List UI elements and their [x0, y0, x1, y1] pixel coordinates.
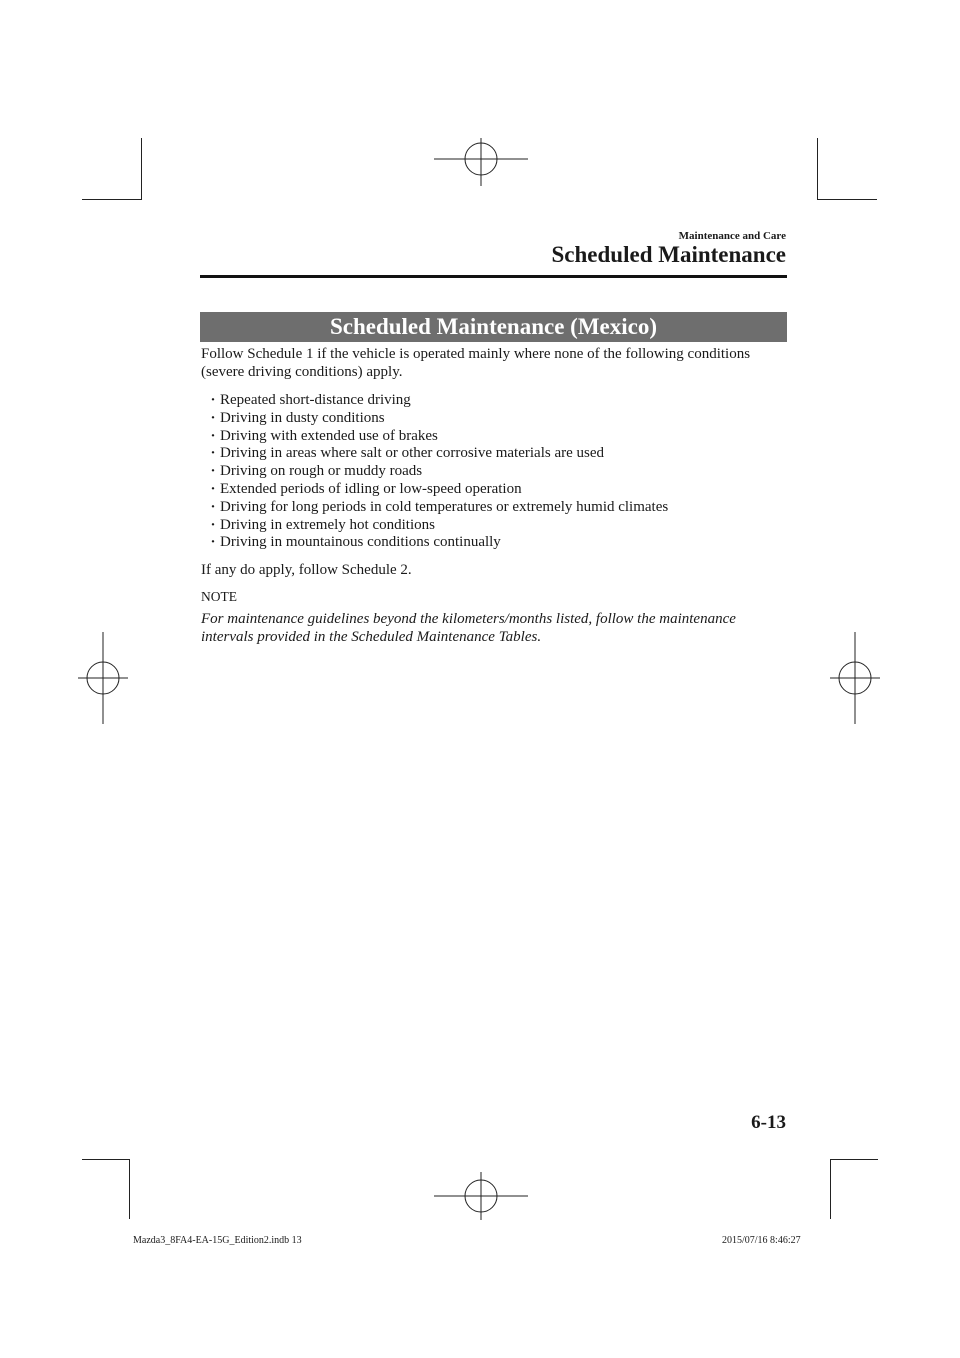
running-header-section: Maintenance and Care [678, 230, 786, 242]
list-item-text: Driving in mountainous conditions continually [220, 534, 501, 551]
registration-mark-bottom-icon [434, 1172, 528, 1220]
list-item [209, 410, 791, 428]
bullet-icon: · [210, 498, 216, 515]
list-item-text: Driving in extremely hot conditions [220, 516, 435, 533]
conditions-list [201, 392, 791, 552]
list-item-text: Driving in dusty conditions [220, 409, 385, 426]
bullet-icon: · [210, 409, 216, 426]
registration-mark-top-icon [434, 138, 528, 186]
section-banner: Scheduled Maintenance (Mexico) [200, 312, 787, 342]
crop-mark-bottom-left-vertical [129, 1159, 130, 1219]
list-item [209, 445, 791, 463]
list-item-text: Driving for long periods in cold temperatures or extremely humid climates [220, 498, 669, 515]
bullet-icon: · [210, 392, 216, 408]
list-item [209, 428, 791, 446]
list-item [209, 463, 791, 481]
header-rule [200, 275, 787, 278]
crop-mark-top-right-vertical [817, 138, 818, 200]
registration-mark-left-icon [78, 632, 128, 724]
bullet-icon: · [210, 463, 216, 480]
intro-paragraph: Follow Schedule 1 if the vehicle is operated mainly where none of the following conditions (severe driving conditions) apply. [201, 346, 751, 380]
print-slug-date: 2015/07/16 8:46:27 [722, 1235, 801, 1246]
bullet-icon: · [210, 534, 216, 551]
list-item-text: Driving on rough or muddy roads [220, 463, 423, 480]
crop-mark-bottom-right-vertical [830, 1159, 831, 1219]
list-item-text: Extended periods of idling or low-speed operation [220, 480, 522, 497]
note-text: For maintenance guidelines beyond the kilometers/months listed, follow the maintenance intervals provided in the Scheduled Maintenance Tables. [201, 611, 736, 646]
bullet-icon: · [210, 480, 216, 497]
list-item [209, 392, 791, 410]
bullet-icon: · [210, 427, 216, 444]
list-item-text: Driving in areas where salt or other corrosive materials are used [220, 445, 605, 462]
bullet-icon: · [210, 516, 216, 533]
running-header-title: Scheduled Maintenance [551, 242, 786, 267]
list-item-text: Driving with extended use of brakes [220, 427, 438, 444]
registration-mark-right-icon [830, 632, 880, 724]
page-number: 6-13 [751, 1112, 786, 1133]
list-item [209, 517, 791, 535]
crop-mark-bottom-left-horizontal [82, 1159, 130, 1160]
crop-mark-bottom-right-horizontal [830, 1159, 878, 1160]
note-label: NOTE [201, 589, 237, 605]
schedule-2-instruction: If any do apply, follow Schedule 2. [201, 562, 412, 579]
list-item [209, 534, 791, 552]
list-item [209, 499, 791, 517]
print-slug-file: Mazda3_8FA4-EA-15G_Edition2.indb 13 [133, 1235, 302, 1246]
crop-mark-top-left-horizontal [82, 199, 142, 200]
bullet-icon: · [210, 445, 216, 462]
crop-mark-top-right-horizontal [817, 199, 877, 200]
crop-mark-top-left-vertical [141, 138, 142, 200]
list-item-text: Repeated short-distance driving [220, 392, 411, 408]
list-item [209, 481, 791, 499]
body-text [201, 345, 791, 646]
